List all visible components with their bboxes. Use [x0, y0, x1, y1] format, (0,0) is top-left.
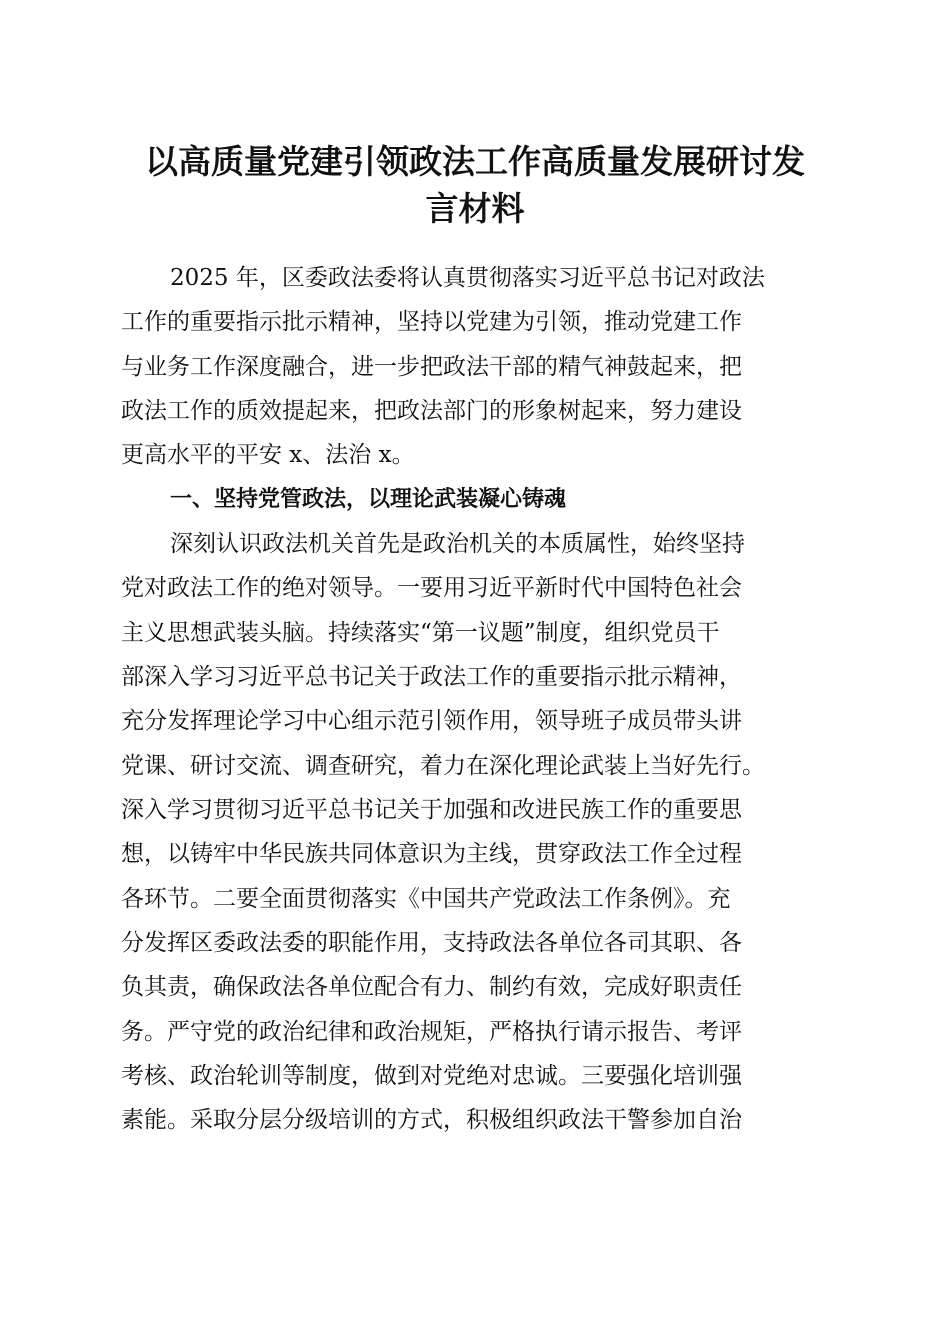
section-1-line: 党对政法工作的绝对领导。一要用习近平新时代中国特色社会 — [121, 575, 742, 601]
section-1-line: 深刻认识政法机关首先是政治机关的本质属性，始终坚持 — [170, 531, 745, 557]
section-1-line: 深入学习贯彻习近平总书记关于加强和改进民族工作的重要思 — [121, 797, 742, 823]
section-1-line: 各环节。二要全面贯彻落实《中国共产党政法工作条例》。充 — [121, 886, 731, 912]
section-1-line: 党课、研讨交流、调查研究，着力在深化理论武装上当好先行。 — [121, 753, 765, 779]
intro-line-5: 更高水平的平安 x、法治 x。 — [121, 442, 415, 468]
section-1-line: 考核、政治轮训等制度，做到对党绝对忠诚。三要强化培训强 — [121, 1063, 742, 1089]
section-1-line: 分发挥区委政法委的职能作用，支持政法各单位各司其职、各 — [121, 930, 742, 956]
title-line-2: 言材料 — [425, 189, 525, 228]
section-heading-1: 一、坚持党管政法，以理论武装凝心铸魂 — [170, 487, 567, 512]
section-1-line: 部深入学习习近平总书记关于政法工作的重要指示批示精神， — [121, 664, 742, 690]
section-1-line: 务。严守党的政治纪律和政治规矩，严格执行请示报告、考评 — [121, 1019, 742, 1045]
section-1-line: 想，以铸牢中华民族共同体意识为主线，贯穿政法工作全过程 — [121, 841, 742, 867]
document-title — [100, 138, 850, 232]
section-1-line: 素能。采取分层分级培训的方式，积极组织政法干警参加自治 — [121, 1107, 742, 1133]
intro-line-1: 2025 年，区委政法委将认真贯彻落实习近平总书记对政法 — [170, 265, 765, 291]
intro-line-4: 政法工作的质效提起来，把政法部门的形象树起来，努力建设 — [121, 398, 742, 424]
intro-line-3: 与业务工作深度融合，进一步把政法干部的精气神鼓起来，把 — [121, 354, 742, 380]
section-1-line: 负其责，确保政法各单位配合有力、制约有效，完成好职责任 — [121, 974, 742, 1000]
section-1-line: 主义思想武装头脑。持续落实“第一议题”制度，组织党员干 — [121, 620, 720, 646]
intro-line-2: 工作的重要指示批示精神，坚持以党建为引领，推动党建工作 — [121, 309, 742, 335]
title-line-1: 以高质量党建引领政法工作高质量发展研讨发 — [145, 142, 805, 181]
section-1-line: 充分发挥理论学习中心组示范引领作用，领导班子成员带头讲 — [121, 708, 742, 734]
